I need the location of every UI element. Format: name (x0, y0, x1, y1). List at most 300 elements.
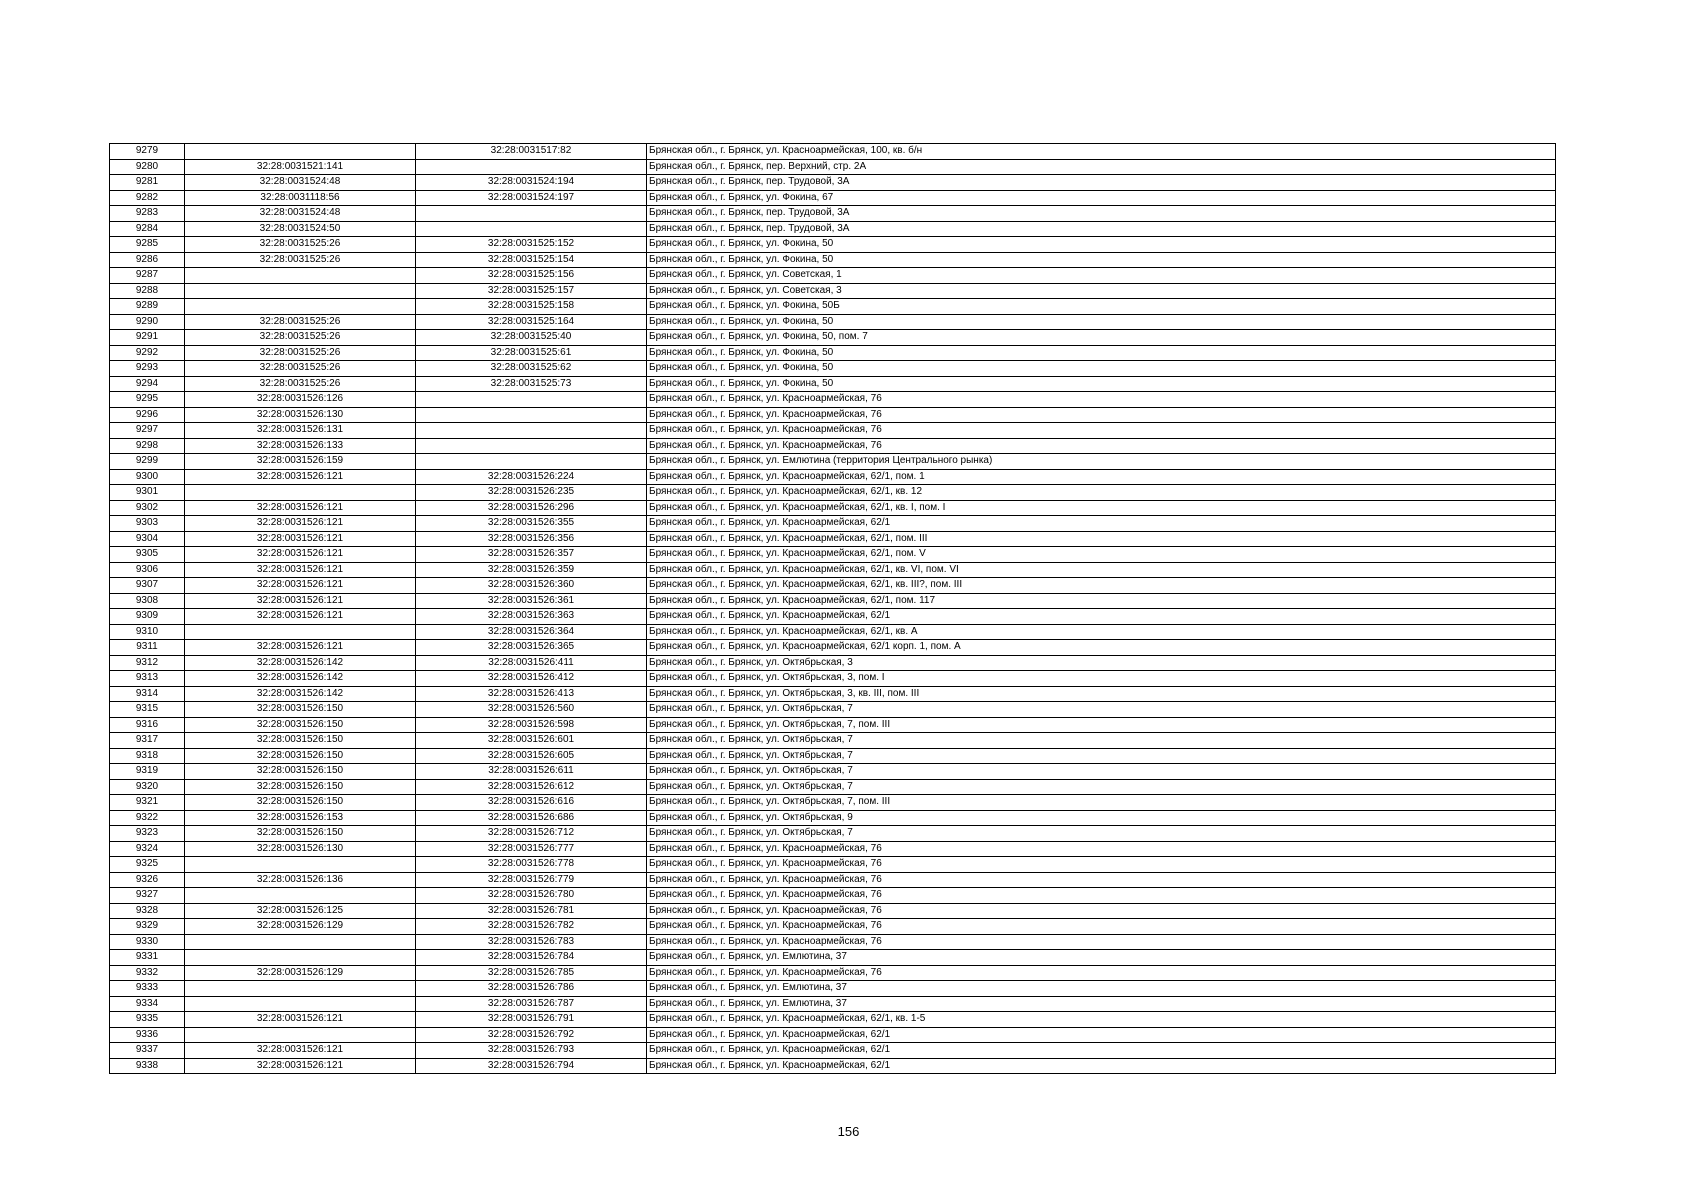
row-number-cell: 9317 (110, 733, 185, 749)
object-cadastral-cell: 32:28:0031526:784 (416, 950, 647, 966)
table-row (110, 996, 1556, 1012)
table-row (110, 516, 1556, 532)
address-cell: Брянская обл., г. Брянск, ул. Октябрьская, 7 (647, 702, 1556, 718)
row-number-cell: 9303 (110, 516, 185, 532)
table-row (110, 485, 1556, 501)
object-cadastral-cell: 32:28:0031526:364 (416, 624, 647, 640)
land-plot-cadastral-cell: 32:28:0031526:129 (185, 919, 416, 935)
address-cell: Брянская обл., г. Брянск, ул. Емлютина, 37 (647, 981, 1556, 997)
address-cell: Брянская обл., г. Брянск, ул. Октябрьская, 7 (647, 748, 1556, 764)
object-cadastral-cell: 32:28:0031526:601 (416, 733, 647, 749)
object-cadastral-cell (416, 423, 647, 439)
address-cell: Брянская обл., г. Брянск, ул. Октябрьская, 7 (647, 764, 1556, 780)
row-number-cell: 9309 (110, 609, 185, 625)
row-number-cell: 9335 (110, 1012, 185, 1028)
object-cadastral-cell: 32:28:0031525:152 (416, 237, 647, 253)
land-plot-cadastral-cell: 32:28:0031526:142 (185, 686, 416, 702)
address-cell: Брянская обл., г. Брянск, ул. Красноармейская, 76 (647, 423, 1556, 439)
table-row (110, 578, 1556, 594)
table-row (110, 283, 1556, 299)
table-row (110, 826, 1556, 842)
land-plot-cadastral-cell: 32:28:0031525:26 (185, 330, 416, 346)
row-number-cell: 9322 (110, 810, 185, 826)
land-plot-cadastral-cell: 32:28:0031526:129 (185, 965, 416, 981)
object-cadastral-cell (416, 438, 647, 454)
address-cell: Брянская обл., г. Брянск, ул. Фокина, 67 (647, 190, 1556, 206)
object-cadastral-cell: 32:28:0031526:413 (416, 686, 647, 702)
land-plot-cadastral-cell: 32:28:0031525:26 (185, 376, 416, 392)
table-row (110, 981, 1556, 997)
table-row (110, 903, 1556, 919)
row-number-cell: 9288 (110, 283, 185, 299)
row-number-cell: 9285 (110, 237, 185, 253)
row-number-cell: 9301 (110, 485, 185, 501)
land-plot-cadastral-cell: 32:28:0031526:126 (185, 392, 416, 408)
address-cell: Брянская обл., г. Брянск, ул. Красноармейская, 62/1, кв. 12 (647, 485, 1556, 501)
table-row (110, 919, 1556, 935)
row-number-cell: 9287 (110, 268, 185, 284)
row-number-cell: 9290 (110, 314, 185, 330)
object-cadastral-cell: 32:28:0031526:612 (416, 779, 647, 795)
land-plot-cadastral-cell: 32:28:0031526:153 (185, 810, 416, 826)
table-row (110, 841, 1556, 857)
address-cell: Брянская обл., г. Брянск, ул. Красноармейская, 62/1, пом. III (647, 531, 1556, 547)
land-plot-cadastral-cell: 32:28:0031521:141 (185, 159, 416, 175)
address-cell: Брянская обл., г. Брянск, ул. Красноармейская, 76 (647, 888, 1556, 904)
table-row (110, 950, 1556, 966)
object-cadastral-cell: 32:28:0031526:783 (416, 934, 647, 950)
table-row (110, 640, 1556, 656)
row-number-cell: 9319 (110, 764, 185, 780)
object-cadastral-cell: 32:28:0031526:686 (416, 810, 647, 826)
land-plot-cadastral-cell: 32:28:0031526:150 (185, 795, 416, 811)
row-number-cell: 9295 (110, 392, 185, 408)
row-number-cell: 9323 (110, 826, 185, 842)
table-row (110, 144, 1556, 160)
address-cell: Брянская обл., г. Брянск, ул. Фокина, 50 (647, 376, 1556, 392)
land-plot-cadastral-cell (185, 624, 416, 640)
address-cell: Брянская обл., г. Брянск, ул. Фокина, 50 (647, 361, 1556, 377)
table-row (110, 655, 1556, 671)
object-cadastral-cell: 32:28:0031526:296 (416, 500, 647, 516)
address-cell: Брянская обл., г. Брянск, ул. Емлютина (территория Центрального рынка) (647, 454, 1556, 470)
object-cadastral-cell (416, 206, 647, 222)
address-cell: Брянская обл., г. Брянск, ул. Красноармейская, 76 (647, 934, 1556, 950)
row-number-cell: 9321 (110, 795, 185, 811)
address-cell: Брянская обл., г. Брянск, ул. Фокина, 50 (647, 314, 1556, 330)
row-number-cell: 9308 (110, 593, 185, 609)
row-number-cell: 9300 (110, 469, 185, 485)
address-cell: Брянская обл., г. Брянск, пер. Трудовой, 3А (647, 206, 1556, 222)
address-cell: Брянская обл., г. Брянск, ул. Красноармейская, 76 (647, 841, 1556, 857)
row-number-cell: 9313 (110, 671, 185, 687)
row-number-cell: 9337 (110, 1043, 185, 1059)
table-row (110, 206, 1556, 222)
land-plot-cadastral-cell (185, 981, 416, 997)
row-number-cell: 9293 (110, 361, 185, 377)
land-plot-cadastral-cell (185, 934, 416, 950)
table-row (110, 1058, 1556, 1074)
address-cell: Брянская обл., г. Брянск, ул. Красноармейская, 62/1 корп. 1, пом. А (647, 640, 1556, 656)
land-plot-cadastral-cell: 32:28:0031526:121 (185, 1012, 416, 1028)
land-plot-cadastral-cell: 32:28:0031525:26 (185, 252, 416, 268)
address-cell: Брянская обл., г. Брянск, ул. Красноармейская, 76 (647, 872, 1556, 888)
land-plot-cadastral-cell (185, 888, 416, 904)
land-plot-cadastral-cell: 32:28:0031526:150 (185, 826, 416, 842)
object-cadastral-cell: 32:28:0031526:791 (416, 1012, 647, 1028)
table-row (110, 810, 1556, 826)
table-row (110, 717, 1556, 733)
land-plot-cadastral-cell (185, 299, 416, 315)
table-row (110, 624, 1556, 640)
row-number-cell: 9325 (110, 857, 185, 873)
address-cell: Брянская обл., г. Брянск, ул. Красноармейская, 76 (647, 392, 1556, 408)
table-row (110, 686, 1556, 702)
address-cell: Брянская обл., г. Брянск, ул. Фокина, 50Б (647, 299, 1556, 315)
object-cadastral-cell: 32:28:0031526:355 (416, 516, 647, 532)
table-row (110, 237, 1556, 253)
object-cadastral-cell: 32:28:0031526:794 (416, 1058, 647, 1074)
table-row (110, 423, 1556, 439)
address-cell: Брянская обл., г. Брянск, ул. Фокина, 50 (647, 252, 1556, 268)
land-plot-cadastral-cell: 32:28:0031526:121 (185, 562, 416, 578)
row-number-cell: 9334 (110, 996, 185, 1012)
object-cadastral-cell: 32:28:0031517:82 (416, 144, 647, 160)
object-cadastral-cell: 32:28:0031526:363 (416, 609, 647, 625)
address-cell: Брянская обл., г. Брянск, ул. Красноармейская, 76 (647, 965, 1556, 981)
object-cadastral-cell: 32:28:0031526:786 (416, 981, 647, 997)
table-row (110, 500, 1556, 516)
address-cell: Брянская обл., г. Брянск, ул. Красноармейская, 76 (647, 438, 1556, 454)
row-number-cell: 9280 (110, 159, 185, 175)
page-number: 156 (837, 1124, 860, 1139)
land-plot-cadastral-cell: 32:28:0031526:142 (185, 655, 416, 671)
land-plot-cadastral-cell: 32:28:0031526:121 (185, 640, 416, 656)
object-cadastral-cell: 32:28:0031525:157 (416, 283, 647, 299)
row-number-cell: 9284 (110, 221, 185, 237)
land-plot-cadastral-cell (185, 268, 416, 284)
row-number-cell: 9298 (110, 438, 185, 454)
row-number-cell: 9304 (110, 531, 185, 547)
table-row (110, 795, 1556, 811)
table-row (110, 547, 1556, 563)
address-cell: Брянская обл., г. Брянск, ул. Красноармейская, 62/1, кв. 1-5 (647, 1012, 1556, 1028)
object-cadastral-cell (416, 159, 647, 175)
land-plot-cadastral-cell: 32:28:0031524:48 (185, 175, 416, 191)
object-cadastral-cell: 32:28:0031525:156 (416, 268, 647, 284)
land-plot-cadastral-cell: 32:28:0031526:150 (185, 717, 416, 733)
row-number-cell: 9283 (110, 206, 185, 222)
object-cadastral-cell (416, 392, 647, 408)
row-number-cell: 9306 (110, 562, 185, 578)
object-cadastral-cell: 32:28:0031526:611 (416, 764, 647, 780)
table-row (110, 531, 1556, 547)
address-cell: Брянская обл., г. Брянск, ул. Красноармейская, 62/1 (647, 1027, 1556, 1043)
row-number-cell: 9330 (110, 934, 185, 950)
address-cell: Брянская обл., г. Брянск, ул. Красноармейская, 62/1 (647, 516, 1556, 532)
address-cell: Брянская обл., г. Брянск, ул. Октябрьская, 3, кв. III, пом. III (647, 686, 1556, 702)
object-cadastral-cell: 32:28:0031526:712 (416, 826, 647, 842)
object-cadastral-cell: 32:28:0031526:792 (416, 1027, 647, 1043)
land-plot-cadastral-cell: 32:28:0031525:26 (185, 361, 416, 377)
address-cell: Брянская обл., г. Брянск, пер. Верхний, стр. 2А (647, 159, 1556, 175)
address-cell: Брянская обл., г. Брянск, ул. Октябрьская, 9 (647, 810, 1556, 826)
table-row (110, 190, 1556, 206)
row-number-cell: 9324 (110, 841, 185, 857)
address-cell: Брянская обл., г. Брянск, ул. Советская, 1 (647, 268, 1556, 284)
object-cadastral-cell: 32:28:0031526:365 (416, 640, 647, 656)
object-cadastral-cell: 32:28:0031526:787 (416, 996, 647, 1012)
row-number-cell: 9326 (110, 872, 185, 888)
row-number-cell: 9299 (110, 454, 185, 470)
address-cell: Брянская обл., г. Брянск, ул. Красноармейская, 62/1, кв. А (647, 624, 1556, 640)
row-number-cell: 9289 (110, 299, 185, 315)
land-plot-cadastral-cell: 32:28:0031526:121 (185, 593, 416, 609)
row-number-cell: 9329 (110, 919, 185, 935)
table-row (110, 392, 1556, 408)
land-plot-cadastral-cell: 32:28:0031526:121 (185, 500, 416, 516)
row-number-cell: 9279 (110, 144, 185, 160)
object-cadastral-cell: 32:28:0031525:158 (416, 299, 647, 315)
row-number-cell: 9302 (110, 500, 185, 516)
table-row (110, 221, 1556, 237)
table-row (110, 314, 1556, 330)
table-row (110, 1027, 1556, 1043)
object-cadastral-cell: 32:28:0031526:235 (416, 485, 647, 501)
land-plot-cadastral-cell: 32:28:0031526:150 (185, 702, 416, 718)
land-plot-cadastral-cell: 32:28:0031526:150 (185, 764, 416, 780)
object-cadastral-cell: 32:28:0031526:777 (416, 841, 647, 857)
object-cadastral-cell: 32:28:0031526:224 (416, 469, 647, 485)
address-cell: Брянская обл., г. Брянск, ул. Красноармейская, 76 (647, 903, 1556, 919)
land-plot-cadastral-cell (185, 283, 416, 299)
row-number-cell: 9311 (110, 640, 185, 656)
address-cell: Брянская обл., г. Брянск, ул. Фокина, 50 (647, 237, 1556, 253)
table-row (110, 593, 1556, 609)
row-number-cell: 9312 (110, 655, 185, 671)
object-cadastral-cell: 32:28:0031526:780 (416, 888, 647, 904)
table-row (110, 965, 1556, 981)
object-cadastral-cell: 32:28:0031526:781 (416, 903, 647, 919)
row-number-cell: 9336 (110, 1027, 185, 1043)
row-number-cell: 9310 (110, 624, 185, 640)
address-cell: Брянская обл., г. Брянск, ул. Октябрьская, 3 (647, 655, 1556, 671)
land-plot-cadastral-cell: 32:28:0031526:121 (185, 1043, 416, 1059)
row-number-cell: 9338 (110, 1058, 185, 1074)
address-cell: Брянская обл., г. Брянск, ул. Емлютина, 37 (647, 996, 1556, 1012)
object-cadastral-cell: 32:28:0031525:164 (416, 314, 647, 330)
land-plot-cadastral-cell: 32:28:0031526:150 (185, 748, 416, 764)
land-plot-cadastral-cell: 32:28:0031526:150 (185, 733, 416, 749)
address-cell: Брянская обл., г. Брянск, ул. Октябрьская, 7 (647, 826, 1556, 842)
land-plot-cadastral-cell: 32:28:0031526:130 (185, 841, 416, 857)
table-row (110, 934, 1556, 950)
table-row (110, 857, 1556, 873)
object-cadastral-cell: 32:28:0031526:356 (416, 531, 647, 547)
row-number-cell: 9328 (110, 903, 185, 919)
object-cadastral-cell: 32:28:0031526:605 (416, 748, 647, 764)
table-row (110, 438, 1556, 454)
object-cadastral-cell: 32:28:0031526:412 (416, 671, 647, 687)
cadastral-table-body (110, 144, 1556, 1074)
land-plot-cadastral-cell (185, 857, 416, 873)
table-row (110, 764, 1556, 780)
table-row (110, 345, 1556, 361)
table-row (110, 361, 1556, 377)
table-row (110, 671, 1556, 687)
object-cadastral-cell: 32:28:0031526:793 (416, 1043, 647, 1059)
object-cadastral-cell: 32:28:0031526:560 (416, 702, 647, 718)
address-cell: Брянская обл., г. Брянск, ул. Красноармейская, 62/1, пом. 1 (647, 469, 1556, 485)
object-cadastral-cell: 32:28:0031525:154 (416, 252, 647, 268)
row-number-cell: 9331 (110, 950, 185, 966)
row-number-cell: 9282 (110, 190, 185, 206)
address-cell: Брянская обл., г. Брянск, ул. Октябрьская, 3, пом. I (647, 671, 1556, 687)
address-cell: Брянская обл., г. Брянск, ул. Фокина, 50, пом. 7 (647, 330, 1556, 346)
table-row (110, 748, 1556, 764)
row-number-cell: 9315 (110, 702, 185, 718)
row-number-cell: 9320 (110, 779, 185, 795)
address-cell: Брянская обл., г. Брянск, ул. Красноармейская, 62/1 (647, 1043, 1556, 1059)
land-plot-cadastral-cell: 32:28:0031118:56 (185, 190, 416, 206)
address-cell: Брянская обл., г. Брянск, ул. Красноармейская, 62/1 (647, 609, 1556, 625)
land-plot-cadastral-cell: 32:28:0031525:26 (185, 345, 416, 361)
land-plot-cadastral-cell: 32:28:0031525:26 (185, 237, 416, 253)
land-plot-cadastral-cell: 32:28:0031525:26 (185, 314, 416, 330)
address-cell: Брянская обл., г. Брянск, ул. Советская, 3 (647, 283, 1556, 299)
object-cadastral-cell: 32:28:0031524:197 (416, 190, 647, 206)
object-cadastral-cell: 32:28:0031526:411 (416, 655, 647, 671)
object-cadastral-cell: 32:28:0031526:361 (416, 593, 647, 609)
row-number-cell: 9307 (110, 578, 185, 594)
address-cell: Брянская обл., г. Брянск, ул. Фокина, 50 (647, 345, 1556, 361)
table-row (110, 702, 1556, 718)
land-plot-cadastral-cell: 32:28:0031526:121 (185, 547, 416, 563)
table-row (110, 330, 1556, 346)
land-plot-cadastral-cell: 32:28:0031526:121 (185, 1058, 416, 1074)
object-cadastral-cell: 32:28:0031524:194 (416, 175, 647, 191)
cadastral-table (109, 143, 1556, 1074)
land-plot-cadastral-cell: 32:28:0031526:121 (185, 516, 416, 532)
row-number-cell: 9316 (110, 717, 185, 733)
land-plot-cadastral-cell: 32:28:0031526:121 (185, 578, 416, 594)
table-row (110, 872, 1556, 888)
address-cell: Брянская обл., г. Брянск, ул. Красноармейская, 100, кв. б/н (647, 144, 1556, 160)
object-cadastral-cell: 32:28:0031526:782 (416, 919, 647, 935)
land-plot-cadastral-cell: 32:28:0031526:131 (185, 423, 416, 439)
object-cadastral-cell: 32:28:0031526:359 (416, 562, 647, 578)
address-cell: Брянская обл., г. Брянск, пер. Трудовой, 3А (647, 175, 1556, 191)
table-row (110, 252, 1556, 268)
address-cell: Брянская обл., г. Брянск, ул. Октябрьская, 7 (647, 733, 1556, 749)
land-plot-cadastral-cell (185, 485, 416, 501)
row-number-cell: 9292 (110, 345, 185, 361)
object-cadastral-cell: 32:28:0031525:73 (416, 376, 647, 392)
address-cell: Брянская обл., г. Брянск, ул. Красноармейская, 62/1, кв. VI, пом. VI (647, 562, 1556, 578)
row-number-cell: 9296 (110, 407, 185, 423)
address-cell: Брянская обл., г. Брянск, ул. Емлютина, 37 (647, 950, 1556, 966)
row-number-cell: 9297 (110, 423, 185, 439)
table-row (110, 609, 1556, 625)
row-number-cell: 9291 (110, 330, 185, 346)
row-number-cell: 9294 (110, 376, 185, 392)
table-row (110, 1012, 1556, 1028)
land-plot-cadastral-cell: 32:28:0031526:130 (185, 407, 416, 423)
object-cadastral-cell: 32:28:0031526:778 (416, 857, 647, 873)
table-row (110, 469, 1556, 485)
address-cell: Брянская обл., г. Брянск, ул. Красноармейская, 76 (647, 919, 1556, 935)
address-cell: Брянская обл., г. Брянск, ул. Красноармейская, 76 (647, 857, 1556, 873)
land-plot-cadastral-cell: 32:28:0031526:142 (185, 671, 416, 687)
land-plot-cadastral-cell: 32:28:0031524:50 (185, 221, 416, 237)
object-cadastral-cell: 32:28:0031526:785 (416, 965, 647, 981)
address-cell: Брянская обл., г. Брянск, ул. Октябрьская, 7 (647, 779, 1556, 795)
row-number-cell: 9281 (110, 175, 185, 191)
row-number-cell: 9305 (110, 547, 185, 563)
table-row (110, 268, 1556, 284)
object-cadastral-cell: 32:28:0031525:40 (416, 330, 647, 346)
address-cell: Брянская обл., г. Брянск, пер. Трудовой, 3А (647, 221, 1556, 237)
row-number-cell: 9286 (110, 252, 185, 268)
address-cell: Брянская обл., г. Брянск, ул. Октябрьская, 7, пом. III (647, 717, 1556, 733)
land-plot-cadastral-cell: 32:28:0031526:136 (185, 872, 416, 888)
address-cell: Брянская обл., г. Брянск, ул. Красноармейская, 62/1 (647, 1058, 1556, 1074)
object-cadastral-cell (416, 454, 647, 470)
object-cadastral-cell: 32:28:0031526:598 (416, 717, 647, 733)
table-row (110, 562, 1556, 578)
land-plot-cadastral-cell (185, 996, 416, 1012)
object-cadastral-cell: 32:28:0031526:779 (416, 872, 647, 888)
row-number-cell: 9327 (110, 888, 185, 904)
address-cell: Брянская обл., г. Брянск, ул. Красноармейская, 62/1, кв. I, пом. I (647, 500, 1556, 516)
table-row (110, 407, 1556, 423)
object-cadastral-cell: 32:28:0031526:360 (416, 578, 647, 594)
address-cell: Брянская обл., г. Брянск, ул. Красноармейская, 62/1, пом. V (647, 547, 1556, 563)
land-plot-cadastral-cell (185, 144, 416, 160)
land-plot-cadastral-cell: 32:28:0031526:121 (185, 609, 416, 625)
table-row (110, 779, 1556, 795)
object-cadastral-cell: 32:28:0031526:616 (416, 795, 647, 811)
land-plot-cadastral-cell: 32:28:0031526:133 (185, 438, 416, 454)
address-cell: Брянская обл., г. Брянск, ул. Красноармейская, 62/1, кв. III?, пом. III (647, 578, 1556, 594)
table-row (110, 159, 1556, 175)
table-row (110, 299, 1556, 315)
object-cadastral-cell (416, 221, 647, 237)
row-number-cell: 9333 (110, 981, 185, 997)
table-row (110, 175, 1556, 191)
land-plot-cadastral-cell (185, 1027, 416, 1043)
object-cadastral-cell: 32:28:0031526:357 (416, 547, 647, 563)
table-row (110, 1043, 1556, 1059)
row-number-cell: 9318 (110, 748, 185, 764)
row-number-cell: 9314 (110, 686, 185, 702)
table-row (110, 454, 1556, 470)
object-cadastral-cell (416, 407, 647, 423)
address-cell: Брянская обл., г. Брянск, ул. Октябрьская, 7, пом. III (647, 795, 1556, 811)
land-plot-cadastral-cell: 32:28:0031526:150 (185, 779, 416, 795)
object-cadastral-cell: 32:28:0031525:61 (416, 345, 647, 361)
address-cell: Брянская обл., г. Брянск, ул. Красноармейская, 62/1, пом. 117 (647, 593, 1556, 609)
land-plot-cadastral-cell: 32:28:0031526:159 (185, 454, 416, 470)
land-plot-cadastral-cell: 32:28:0031524:48 (185, 206, 416, 222)
land-plot-cadastral-cell: 32:28:0031526:121 (185, 469, 416, 485)
address-cell: Брянская обл., г. Брянск, ул. Красноармейская, 76 (647, 407, 1556, 423)
table-row (110, 888, 1556, 904)
land-plot-cadastral-cell (185, 950, 416, 966)
row-number-cell: 9332 (110, 965, 185, 981)
table-row (110, 376, 1556, 392)
land-plot-cadastral-cell: 32:28:0031526:125 (185, 903, 416, 919)
